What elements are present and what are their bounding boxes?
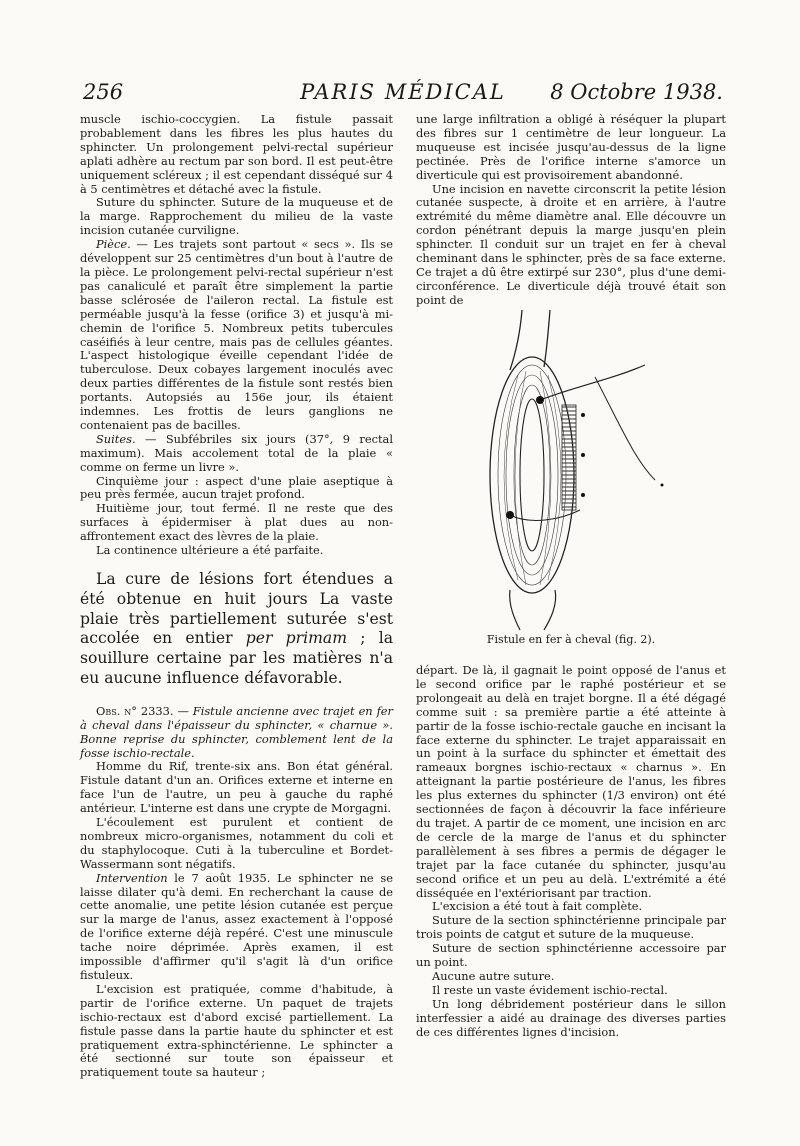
page-header — [83, 80, 723, 108]
paragraph-piece — [80, 238, 393, 433]
highlight-text-a: La cure de lésions fort étendues a été obtenue en huit jours La vaste plaie très partiellement suturée s'est accolée en entier — [80, 570, 393, 648]
paragraph: Huitième jour, tout fermé. Il ne reste que des surfaces à épidermiser à plat dues au non-affrontement exact des lèvres de la plaie. — [80, 501, 393, 544]
paragraph-label: Pièce. — [96, 237, 131, 252]
highlight-text-b: ; la souillure certaine par les matières n'a eu aucune influence défavorable. — [80, 629, 393, 687]
right-column-top — [416, 113, 726, 308]
observation-label: Obs. n° 2333. — [96, 703, 174, 718]
figure-caption: Fistule en fer à cheval (fig. 2). — [486, 633, 656, 646]
paragraph: Cinquième jour : aspect d'une plaie aseptique à peu près fermée, aucun trajet profond. — [80, 473, 393, 502]
observation-title: — Fistule ancienne avec trajet en fer à cheval dans l'épaisseur du sphincter, « charnue ». Bonne reprise du sphincter, comblement lent de la fosse ischio-rectale. — [80, 703, 393, 760]
paragraph: Homme du Rif, trente-six ans. Bon état général. Fistule datant d'un an. Orifices externe et interne en face l'un de l'autre, un peu à gauche du raphé antérieur. L'interne est dans une crypte de Morgagni. — [80, 759, 393, 816]
paragraph-text: — Subfébriles six jours (37°, 9 rectal maximum). Mais accolement total de la plaie « comme on ferme un livre ». — [80, 431, 393, 474]
paragraph: Suture de section sphinctérienne accessoire par un point. — [416, 941, 726, 970]
paragraph-label: Suites. — [96, 431, 136, 446]
paragraph-intervention — [80, 872, 393, 983]
paragraph-text: le 7 août 1935. Le sphincter ne se laisse dilater qu'à demi. En recherchant la cause de cette anomalie, une petite lésion cutanée est perçue sur la marge de l'anus, assez exactement à l'opposé de l'orifice externe déjà repéré. C'est une minuscule tache noire déprimée. Après examen, il est impossible d'affirmer qu'il s'agit là d'un orifice fistuleux. — [80, 870, 393, 982]
left-column — [80, 113, 393, 1080]
paragraph: La continence ultérieure a été parfaite. — [96, 543, 324, 558]
paragraph: Suture du sphincter. Suture de la muqueuse et de la marge. Rapprochement du milieu de la vaste incision cutanée curviligne. — [80, 195, 393, 238]
paragraph: Un long débridement postérieur dans le sillon interfessier a aidé au drainage des diverses parties de ces différentes lignes d'incision. — [416, 996, 726, 1039]
sphincter-illustration — [470, 305, 720, 635]
issue-date: 8 Octobre 1938. — [550, 80, 723, 104]
paragraph-text: — Les trajets sont partout « secs ». Ils se développent sur 25 centimètres d'un bout à l'autre de la pièce. Le prolongement pelvi-rectal supérieur n'est pas canaliculé et paraît être simplement la partie basse sclérosée de l'aileron rectal. La fistule est perméable jusqu'à la fesse (orifice 3) et jusqu'à mi-chemin de l'orifice 5. Nombreux petits tubercules caséifiés à leur centre, mais pas de cellules géantes. L'aspect histologique éveille cependant l'idée de tuberculose. Deux cobayes largement inoculés avec deux parties différentes de la fistule sont restés bien portants. Autopsiés au 156e jour, ils étaient indemnes. Les frottis de leurs ganglions ne contenaient pas de bacilles. — [80, 237, 393, 432]
paragraph: L'écoulement est purulent et contient de nombreux micro-organismes, notamment du coli et du staphylocoque. Cuti à la tuberculine et Bordet-Wassermann sont négatifs. — [80, 815, 393, 871]
paragraph: Une incision en navette circonscrit la petite lésion cutanée suspecte, à droite et en arrière, à l'autre extrémité du même diamètre anal. Elle découvre un cordon pénétrant depuis la marge jusqu'en plein sphincter. Il conduit sur un trajet en fer à cheval cheminant dans le sphincter, près de sa face externe. Ce trajet a dû être extirpé sur 230°, plus d'une demi-circonférence. Le diverticule déjà trouvé était son point de — [416, 181, 726, 307]
observation-heading — [80, 705, 393, 761]
paragraph: Aucune autre suture. — [432, 968, 555, 983]
paragraph-label: Intervention — [96, 870, 168, 885]
paragraph-suites — [80, 433, 393, 475]
journal-title: PARIS MÉDICAL — [300, 80, 506, 104]
paragraph: une large infiltration a obligé à réséquer la plupart des fibres sur 1 centimètre de leur longueur. La muqueuse est incisée jusqu'au-dessus de la ligne pectinée. Près de l'orifice interne s'amorce un diverticule qui est provisoirement abandonné. — [416, 112, 726, 182]
right-column-bottom — [416, 664, 726, 1039]
figure-horseshoe-fistula — [470, 305, 720, 635]
paragraph: L'excision est pratiquée, comme d'habitude, à partir de l'orifice externe. Un paquet de trajets ischio-rectaux est d'abord excisé partiellement. La fistule passe dans la partie haute du sphincter et est pratiquement extra-sphinctérienne. Le sphincter a été sectionné sur toute son épaisseur et pratiquement toute sa hauteur ; — [80, 981, 393, 1080]
paragraph: muscle ischio-coccygien. La fistule passait probablement dans les fibres les plus hautes du sphincter. Un prolongement pelvi-rectal supérieur aplati adhère au rectum par son bord. Il est peut-être uniquement scléreux ; il est cependant disséqué sur 4 à 5 centimètres et détaché avec la fistule. — [80, 112, 393, 196]
highlight-paragraph — [80, 570, 393, 689]
paragraph: Suture de la section sphinctérienne principale par trois points de catgut et suture de la muqueuse. — [416, 913, 726, 942]
highlight-italic: per primam — [245, 629, 347, 648]
paragraph: Il reste un vaste évidement ischio-rectal. — [432, 982, 668, 997]
paragraph: L'excision a été tout à fait complète. — [432, 899, 643, 914]
paragraph: départ. De là, il gagnait le point opposé de l'anus et le second orifice par le raphé postérieur et se prolongeait au delà en trajet borgne. Il a été dégagé comme suit : sa première partie a été atteinte à partir de la fosse ischio-rectale gauche en incisant la face externe du sphincter. Le trajet apparaissait en un point à la surface du sphincter et émettait des rameaux borgnes ischio-rectaux « charnus ». En atteignant la partie postérieure de l'anus, les fibres les plus externes du sphincter (1/3 environ) ont été sectionnées de façon à découvrir la face inférieure du trajet. A partir de ce moment, une incision en arc de cercle de la marge de l'anus et du sphincter parallèlement à ses fibres a permis de dégager le trajet par la face cutanée du sphincter, jusqu'au second orifice et un peu au delà. L'extrémité a été disséquée en l'extériorisant par traction. — [416, 663, 726, 900]
page-number: 256 — [83, 80, 124, 104]
